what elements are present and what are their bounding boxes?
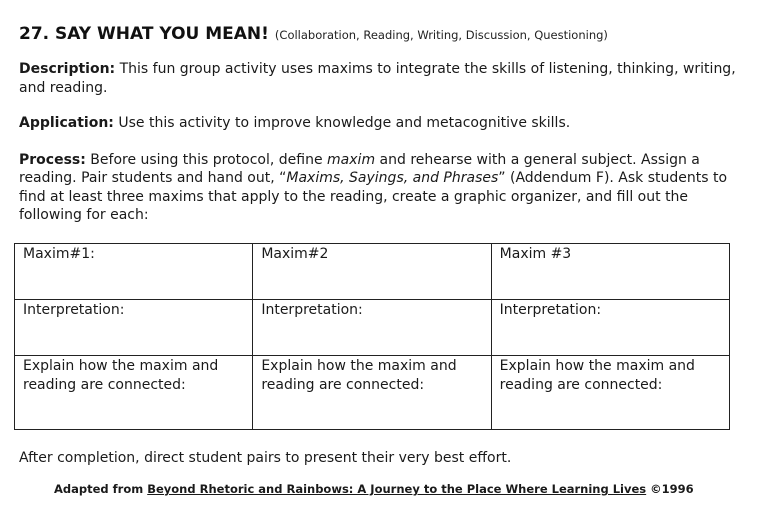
- table-cell-interpretation-2: Interpretation:: [253, 300, 491, 356]
- activity-skills: (Collaboration, Reading, Writing, Discussion, Questioning): [274, 28, 608, 42]
- graphic-organizer-table: [14, 243, 730, 430]
- activity-page: [19, 22, 744, 225]
- activity-title: 27. SAY WHAT YOU MEAN!: [19, 24, 269, 44]
- citation: [54, 481, 694, 497]
- table-cell-connection-3: Explain how the maxim and reading are connected:: [491, 356, 729, 430]
- description-text: This fun group activity uses maxims to integrate the skills of listening, thinking, writing, and reading.: [19, 61, 736, 96]
- application-paragraph: [19, 114, 744, 133]
- table-row: [15, 356, 730, 430]
- process-term: maxim: [327, 151, 376, 168]
- table-cell-maxim-1: Maxim#1:: [15, 244, 253, 300]
- table-cell-connection-2: Explain how the maxim and reading are connected:: [253, 356, 491, 430]
- citation-prefix: Adapted from: [54, 482, 148, 496]
- table-cell-interpretation-1: Interpretation:: [15, 300, 253, 356]
- process-label: Process:: [19, 151, 86, 168]
- process-text-3: ” (Addendum F). Ask students to find at least three maxims that apply to the reading, create a graphic organizer, and fill out the following for each:: [19, 170, 728, 223]
- description-label: Description:: [19, 61, 116, 77]
- after-completion-text: After completion, direct student pairs to present their very best effort.: [19, 450, 512, 466]
- description-paragraph: [19, 60, 744, 97]
- process-text-1: Before using this protocol, define: [85, 151, 328, 168]
- table-cell-connection-1: Explain how the maxim and reading are connected:: [15, 356, 253, 430]
- table-row: [15, 244, 730, 300]
- process-paragraph: [19, 151, 744, 225]
- table-cell-maxim-3: Maxim #3: [491, 244, 729, 300]
- citation-suffix: ©1996: [646, 482, 694, 496]
- application-text: Use this activity to improve knowledge and metacognitive skills.: [113, 115, 571, 131]
- process-handout: Maxims, Sayings, and Phrases: [286, 170, 499, 186]
- table-row: [15, 300, 730, 356]
- table-cell-maxim-2: Maxim#2: [253, 244, 491, 300]
- citation-book-title: Beyond Rhetoric and Rainbows: A Journey to the Place Where Learning Lives: [147, 482, 647, 496]
- process-text-2: and rehearse with a general subject. Assign a reading. Pair students and hand out, “: [19, 151, 700, 186]
- application-label: Application:: [19, 115, 114, 131]
- table-cell-interpretation-3: Interpretation:: [491, 300, 729, 356]
- activity-heading: [19, 22, 744, 47]
